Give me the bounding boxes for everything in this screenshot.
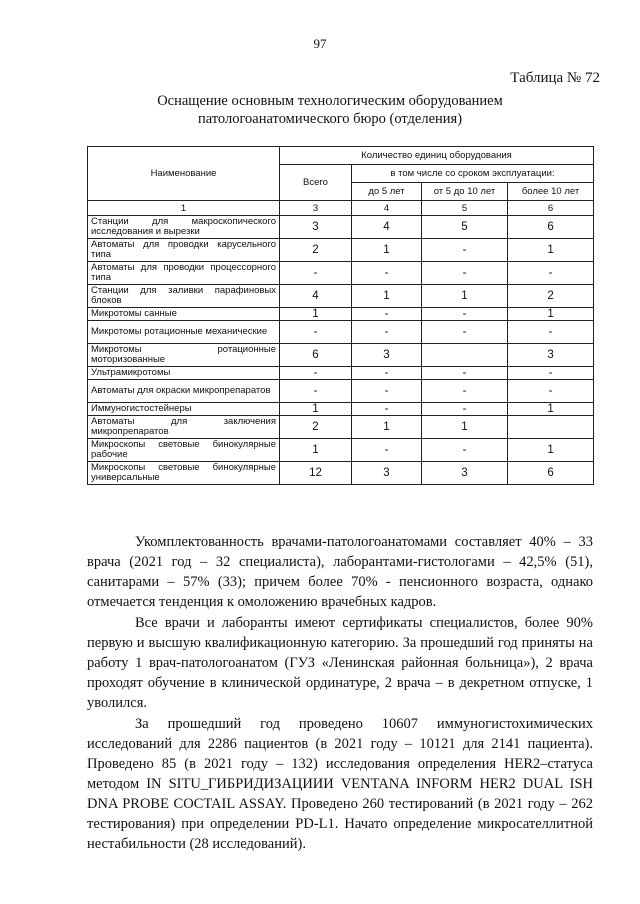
table-row <box>88 239 594 262</box>
equipment-name: Микроскопы световые бинокулярные рабочие <box>88 439 280 462</box>
numbering-row <box>88 201 594 216</box>
count-up-to-5: 4 <box>352 216 422 239</box>
numbering-cell: 6 <box>508 201 594 216</box>
count-over-10: 2 <box>508 285 594 308</box>
count-up-to-5: - <box>352 403 422 416</box>
count-over-10: 6 <box>508 216 594 239</box>
table-row <box>88 416 594 439</box>
header-name: Наименование <box>88 147 280 201</box>
count-5-to-10: - <box>422 321 508 344</box>
count-5-to-10: - <box>422 380 508 403</box>
equipment-name: Ультрамикротомы <box>88 367 280 380</box>
count-5-to-10: 5 <box>422 216 508 239</box>
header-5-to-10: от 5 до 10 лет <box>422 183 508 201</box>
paragraph-staffing: Укомплектованность врачами-патологоанатомами составляет 40% – 33 врача (2021 год – 32 специалиста), лаборантами-гистологами – 42,5% (51), санитарами – 57% (33); причем более 70% - пенсионного возраста, однако отмечается тенденция к омоложению врачебных кадров. <box>87 534 593 610</box>
equipment-name: Автоматы для окраски микропрепаратов <box>88 380 280 403</box>
paragraph-research: За прошедший год проведено 10607 иммуногистохимических исследований для 2286 пациентов (в 2021 году – 10121 для 2141 пациента). Проведено 85 (в 2021 году – 132) исследования определения HER2–статуса методом IN SITU_ГИБРИДИЗАЦИИИ VENTANA INFORM HER2 DUAL ISH DNA PROBE COCTAIL ASSAY. Проведено 260 тестирований (в 2021 году – 262 тестирования) при определении PD-L1. Начато определение микросателлитной нестабильности (28 исследований). <box>87 716 593 852</box>
total-count: 2 <box>280 416 352 439</box>
total-count: - <box>280 380 352 403</box>
header-up-to-5: до 5 лет <box>352 183 422 201</box>
count-5-to-10: 1 <box>422 285 508 308</box>
table-title-line-1: Оснащение основным технологическим оборудованием <box>157 93 503 109</box>
count-up-to-5: 1 <box>352 285 422 308</box>
count-over-10: 1 <box>508 308 594 321</box>
count-up-to-5: 1 <box>352 239 422 262</box>
total-count: 1 <box>280 439 352 462</box>
equipment-name: Автоматы для проводки процессорного типа <box>88 262 280 285</box>
count-over-10: - <box>508 321 594 344</box>
total-count: 1 <box>280 308 352 321</box>
count-up-to-5: - <box>352 262 422 285</box>
count-up-to-5: 3 <box>352 344 422 367</box>
header-over-10: более 10 лет <box>508 183 594 201</box>
count-5-to-10: - <box>422 367 508 380</box>
table-row <box>88 216 594 239</box>
equipment-name: Микротомы ротационные механические <box>88 321 280 344</box>
count-up-to-5: 3 <box>352 462 422 485</box>
total-count: 6 <box>280 344 352 367</box>
table-row <box>88 380 594 403</box>
count-5-to-10: - <box>422 239 508 262</box>
table-row <box>88 367 594 380</box>
table-row <box>88 308 594 321</box>
paragraph-certification: Все врачи и лаборанты имеют сертификаты специалистов, более 90% первую и высшую квалификационную категорию. За прошедший год приняты на работу 1 врач-патологоанатом (ГУЗ «Ленинская районная больница»), 2 врача проходят обучение в клинической ординатуре, 2 врача – в декретном отпуске, 1 уволился. <box>87 615 593 711</box>
equipment-name: Автоматы для заключения микропрепаратов <box>88 416 280 439</box>
equipment-name: Автоматы для проводки карусельного типа <box>88 239 280 262</box>
table-row <box>88 462 594 485</box>
numbering-cell: 3 <box>280 201 352 216</box>
total-count: 12 <box>280 462 352 485</box>
numbering-cell: 5 <box>422 201 508 216</box>
equipment-name: Микроскопы световые бинокулярные универсальные <box>88 462 280 485</box>
equipment-name: Станции для заливки парафиновых блоков <box>88 285 280 308</box>
table-label: Таблица № 72 <box>510 70 600 86</box>
table-row <box>88 285 594 308</box>
count-5-to-10 <box>422 344 508 367</box>
table-row <box>88 321 594 344</box>
header-quantity: Количество единиц оборудования <box>280 147 594 165</box>
equipment-name: Микротомы санные <box>88 308 280 321</box>
table-row <box>88 344 594 367</box>
total-count: 3 <box>280 216 352 239</box>
total-count: 1 <box>280 403 352 416</box>
table-row <box>88 262 594 285</box>
count-5-to-10: - <box>422 262 508 285</box>
count-over-10: 6 <box>508 462 594 485</box>
count-up-to-5: - <box>352 439 422 462</box>
count-5-to-10: - <box>422 308 508 321</box>
equipment-name: Иммуногистостейнеры <box>88 403 280 416</box>
equipment-table <box>87 146 594 485</box>
total-count: - <box>280 367 352 380</box>
count-over-10: 1 <box>508 239 594 262</box>
count-up-to-5: - <box>352 380 422 403</box>
count-over-10: - <box>508 367 594 380</box>
numbering-cell: 1 <box>88 201 280 216</box>
count-over-10 <box>508 416 594 439</box>
total-count: 4 <box>280 285 352 308</box>
count-5-to-10: - <box>422 403 508 416</box>
total-count: - <box>280 262 352 285</box>
count-5-to-10: 3 <box>422 462 508 485</box>
header-total: Всего <box>280 165 352 201</box>
total-count: - <box>280 321 352 344</box>
count-up-to-5: - <box>352 321 422 344</box>
table-title-line-2: патологоанатомического бюро (отделения) <box>197 111 463 127</box>
count-over-10: 3 <box>508 344 594 367</box>
count-up-to-5: 1 <box>352 416 422 439</box>
count-5-to-10: 1 <box>422 416 508 439</box>
count-up-to-5: - <box>352 308 422 321</box>
numbering-cell: 4 <box>352 201 422 216</box>
count-over-10: - <box>508 262 594 285</box>
count-over-10: 1 <box>508 439 594 462</box>
equipment-name: Станции для макроскопического исследования и вырезки <box>88 216 280 239</box>
count-5-to-10: - <box>422 439 508 462</box>
count-up-to-5: - <box>352 367 422 380</box>
equipment-name: Микротомы ротационные моторизованные <box>88 344 280 367</box>
page-number: 97 <box>313 36 327 51</box>
count-over-10: - <box>508 380 594 403</box>
total-count: 2 <box>280 239 352 262</box>
header-including: в том числе со сроком эксплуатации: <box>352 165 594 183</box>
table-row <box>88 439 594 462</box>
table-row <box>88 403 594 416</box>
count-over-10: 1 <box>508 403 594 416</box>
table-title <box>80 92 580 128</box>
